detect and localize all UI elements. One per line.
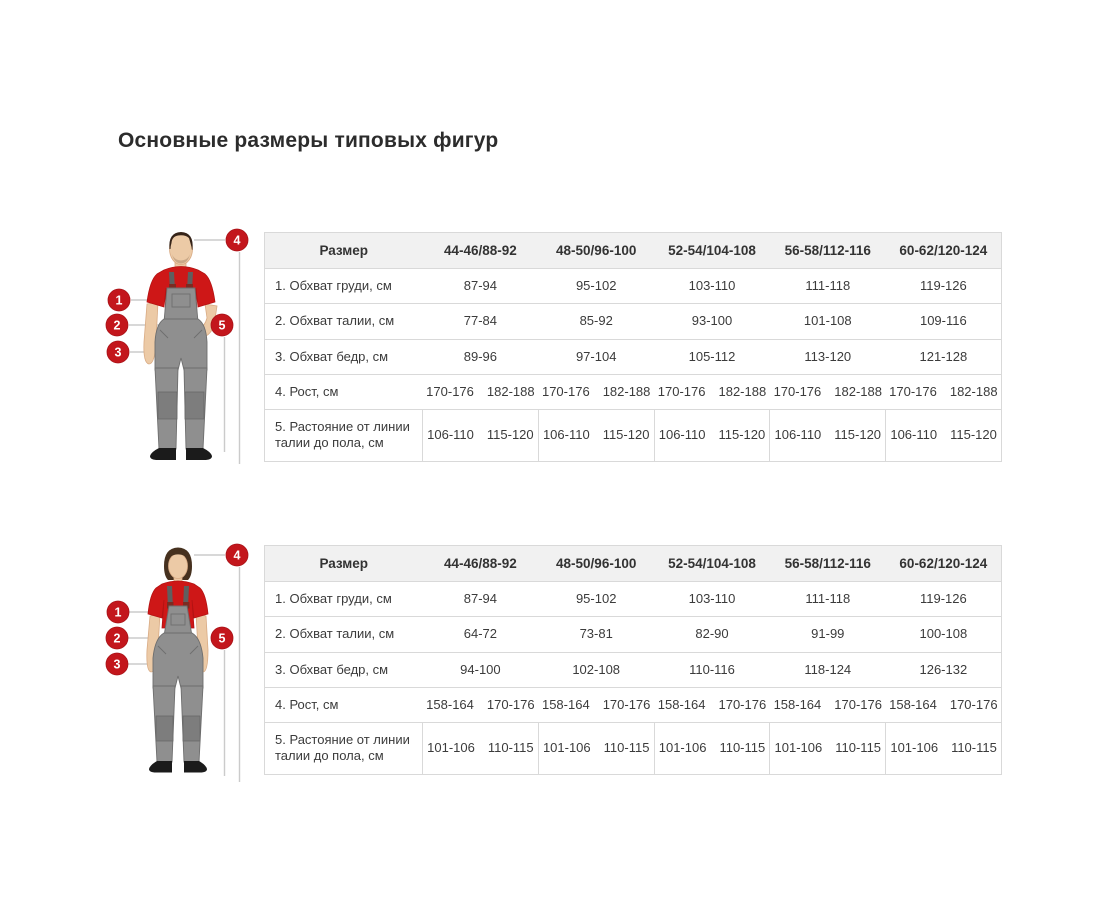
table-row <box>265 410 1002 462</box>
value-cell: 94-100 <box>423 652 539 687</box>
value-cell: 126-132 <box>886 652 1002 687</box>
table-row <box>265 582 1002 617</box>
value-range: 115-120 <box>834 427 882 443</box>
female-figure-svg <box>98 536 258 788</box>
value-range: 170-176 <box>718 696 767 712</box>
value-cell <box>423 410 539 462</box>
row-label: 4. Рост, см <box>265 687 423 722</box>
value-pair <box>427 427 534 443</box>
marker-2-label: 2 <box>113 631 121 646</box>
size-table-women <box>264 545 1002 775</box>
value-cell: 119-126 <box>886 582 1002 617</box>
marker-1-label: 1 <box>115 293 123 308</box>
header-cell: 56-58/112-116 <box>770 546 886 582</box>
value-cell: 82-90 <box>654 617 770 652</box>
marker-4-height <box>226 544 248 566</box>
value-cell: 111-118 <box>770 269 886 304</box>
value-range: 106-110 <box>542 427 590 443</box>
value-cell <box>423 723 539 775</box>
value-range: 101-106 <box>658 740 707 756</box>
value-cell <box>538 374 654 409</box>
value-range: 170-176 <box>486 696 535 712</box>
row-label: 1. Обхват груди, см <box>265 269 423 304</box>
value-range: 158-164 <box>889 696 937 712</box>
header-cell: 60-62/120-124 <box>886 233 1002 269</box>
value-pair <box>427 740 534 756</box>
value-range: 158-164 <box>426 696 474 712</box>
marker-5-waist-to-floor <box>211 314 233 336</box>
marker-2-waist <box>106 627 128 649</box>
value-cell: 111-118 <box>770 582 886 617</box>
value-range: 110-115 <box>487 740 534 756</box>
marker-3-hips <box>106 653 128 675</box>
header-cell: 44-46/88-92 <box>423 233 539 269</box>
value-range: 182-188 <box>949 383 998 399</box>
value-cell: 91-99 <box>770 617 886 652</box>
value-range: 115-120 <box>602 427 650 443</box>
table-row <box>265 304 1002 339</box>
page-title: Основные размеры типовых фигур <box>118 129 499 152</box>
value-pair <box>889 384 997 400</box>
value-range: 170-176 <box>426 383 474 399</box>
value-pair <box>658 697 766 713</box>
value-cell <box>886 687 1002 722</box>
table-row <box>265 617 1002 652</box>
header-cell: 52-54/104-108 <box>654 546 770 582</box>
value-range: 158-164 <box>657 696 706 712</box>
value-pair <box>890 427 997 443</box>
row-label: 4. Рост, см <box>265 374 423 409</box>
value-range: 170-176 <box>657 383 706 399</box>
value-pair <box>542 697 650 713</box>
value-cell: 77-84 <box>423 304 539 339</box>
value-pair <box>659 427 766 443</box>
marker-1-label: 1 <box>114 605 122 620</box>
value-pair <box>890 740 997 756</box>
women-size-table-wrap <box>264 545 1002 775</box>
value-pair <box>426 384 534 400</box>
value-pair <box>775 740 882 756</box>
value-pair <box>774 697 882 713</box>
value-cell: 93-100 <box>654 304 770 339</box>
header-cell: 48-50/96-100 <box>538 546 654 582</box>
value-cell: 113-120 <box>770 339 886 374</box>
value-cell <box>654 410 770 462</box>
header-row <box>265 546 1002 582</box>
value-range: 101-106 <box>774 740 823 756</box>
table-row <box>265 374 1002 409</box>
value-cell: 103-110 <box>654 269 770 304</box>
value-cell <box>886 723 1002 775</box>
value-cell: 95-102 <box>538 582 654 617</box>
value-range: 170-176 <box>949 696 998 712</box>
row-label: 5. Растояние от линии талии до пола, см <box>265 723 423 775</box>
value-range: 101-106 <box>890 740 939 756</box>
value-range: 182-188 <box>486 383 535 399</box>
value-range: 110-115 <box>603 740 650 756</box>
row-label: 5. Растояние от линии талии до пола, см <box>265 410 423 462</box>
value-cell: 87-94 <box>423 582 539 617</box>
marker-2-waist <box>106 314 128 336</box>
header-row <box>265 233 1002 269</box>
value-cell: 110-116 <box>654 652 770 687</box>
marker-5-waist-to-floor <box>211 627 233 649</box>
value-pair <box>774 384 882 400</box>
value-cell <box>538 687 654 722</box>
men-size-table-wrap <box>264 232 1002 462</box>
value-range: 170-176 <box>541 383 590 399</box>
value-range: 110-115 <box>719 740 766 756</box>
value-cell <box>654 374 770 409</box>
value-cell: 118-124 <box>770 652 886 687</box>
table-row <box>265 723 1002 775</box>
value-range: 182-188 <box>718 383 767 399</box>
marker-1-chest <box>108 289 130 311</box>
female-figure-illustration <box>98 536 258 793</box>
value-cell: 102-108 <box>538 652 654 687</box>
row-label: 3. Обхват бедр, см <box>265 652 423 687</box>
row-label: 2. Обхват талии, см <box>265 304 423 339</box>
size-table-men <box>264 232 1002 462</box>
value-cell: 105-112 <box>654 339 770 374</box>
value-range: 115-120 <box>950 427 997 443</box>
value-range: 101-106 <box>427 740 475 756</box>
value-cell: 64-72 <box>423 617 539 652</box>
value-cell: 95-102 <box>538 269 654 304</box>
value-cell: 101-108 <box>770 304 886 339</box>
value-cell <box>423 687 539 722</box>
row-label: 3. Обхват бедр, см <box>265 339 423 374</box>
table-row <box>265 652 1002 687</box>
value-cell: 73-81 <box>538 617 654 652</box>
marker-5-label: 5 <box>218 631 226 646</box>
value-pair <box>542 384 650 400</box>
marker-4-label: 4 <box>233 548 241 563</box>
value-range: 170-176 <box>889 383 937 399</box>
female-person <box>147 548 208 773</box>
table-row <box>265 339 1002 374</box>
male-figure-illustration <box>98 226 258 479</box>
value-cell: 89-96 <box>423 339 539 374</box>
value-cell <box>538 723 654 775</box>
value-cell <box>538 410 654 462</box>
value-range: 115-120 <box>486 427 534 443</box>
male-figure-svg <box>98 226 258 474</box>
value-range: 110-115 <box>951 740 997 756</box>
value-range: 182-188 <box>602 383 651 399</box>
value-cell: 87-94 <box>423 269 539 304</box>
marker-4-height <box>226 229 248 251</box>
header-cell: 52-54/104-108 <box>654 233 770 269</box>
value-cell: 103-110 <box>654 582 770 617</box>
row-label: 2. Обхват талии, см <box>265 617 423 652</box>
value-pair <box>659 740 766 756</box>
male-person <box>144 232 217 460</box>
value-range: 158-164 <box>773 696 822 712</box>
value-cell <box>770 410 886 462</box>
value-range: 170-176 <box>773 383 822 399</box>
row-label: 1. Обхват груди, см <box>265 582 423 617</box>
marker-1-chest <box>107 601 129 623</box>
value-range: 170-176 <box>834 696 882 712</box>
value-cell: 119-126 <box>886 269 1002 304</box>
value-cell <box>886 410 1002 462</box>
value-cell: 100-108 <box>886 617 1002 652</box>
value-range: 106-110 <box>658 427 706 443</box>
table-row <box>265 269 1002 304</box>
value-range: 106-110 <box>427 427 474 443</box>
value-cell <box>770 723 886 775</box>
value-range: 182-188 <box>834 383 882 399</box>
header-cell: Размер <box>265 233 423 269</box>
value-range: 115-120 <box>718 427 766 443</box>
value-range: 101-106 <box>542 740 591 756</box>
value-cell <box>770 374 886 409</box>
value-cell: 85-92 <box>538 304 654 339</box>
marker-3-hips <box>107 341 129 363</box>
marker-3-label: 3 <box>114 345 122 360</box>
value-pair <box>426 697 534 713</box>
value-pair <box>775 427 882 443</box>
header-cell: Размер <box>265 546 423 582</box>
value-cell <box>654 687 770 722</box>
header-cell: 44-46/88-92 <box>423 546 539 582</box>
table-row <box>265 687 1002 722</box>
value-cell: 121-128 <box>886 339 1002 374</box>
marker-4-label: 4 <box>233 233 241 248</box>
value-pair <box>543 427 650 443</box>
value-range: 170-176 <box>602 696 651 712</box>
header-cell: 56-58/112-116 <box>770 233 886 269</box>
header-cell: 48-50/96-100 <box>538 233 654 269</box>
value-pair <box>889 697 997 713</box>
marker-5-label: 5 <box>218 318 226 333</box>
header-cell: 60-62/120-124 <box>886 546 1002 582</box>
value-cell <box>886 374 1002 409</box>
value-range: 110-115 <box>835 740 882 756</box>
value-cell: 109-116 <box>886 304 1002 339</box>
value-cell: 97-104 <box>538 339 654 374</box>
value-pair <box>658 384 766 400</box>
value-pair <box>543 740 650 756</box>
value-cell <box>770 687 886 722</box>
value-range: 158-164 <box>541 696 590 712</box>
marker-2-label: 2 <box>113 318 121 333</box>
value-range: 106-110 <box>774 427 822 443</box>
value-cell <box>654 723 770 775</box>
value-cell <box>423 374 539 409</box>
value-range: 106-110 <box>890 427 938 443</box>
marker-3-label: 3 <box>113 657 121 672</box>
